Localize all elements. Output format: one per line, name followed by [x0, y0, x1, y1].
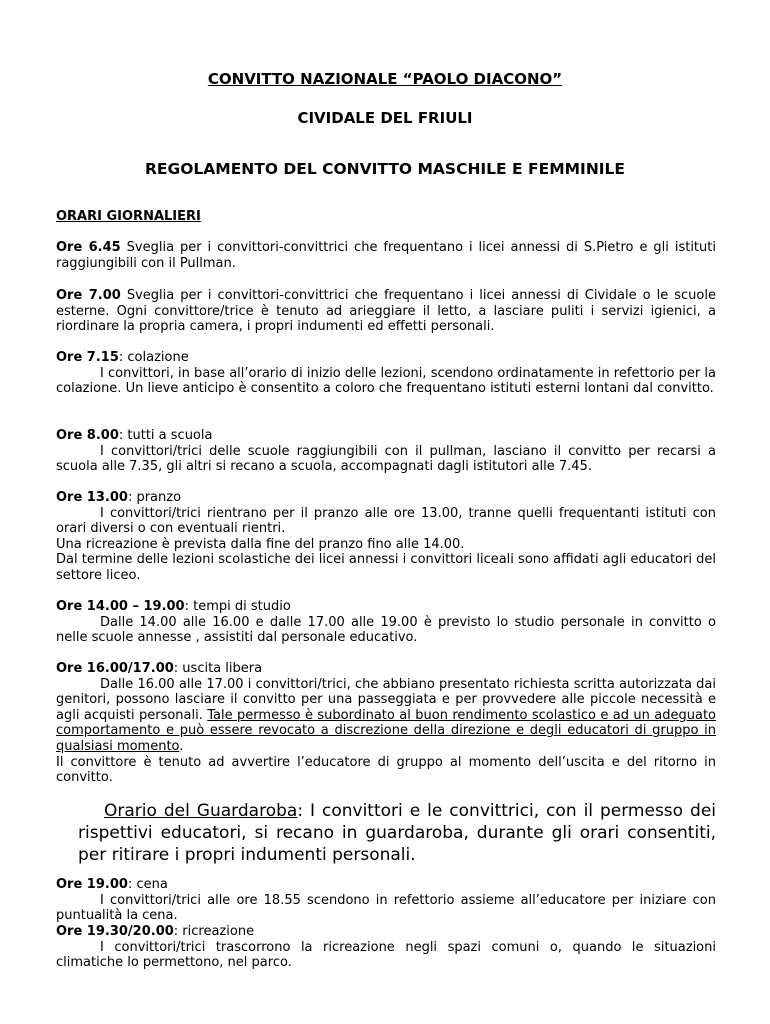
entry-time: Ore 8.00: [56, 428, 119, 443]
entry-label: : colazione: [118, 350, 189, 365]
entry-time: Ore 7.00: [56, 288, 121, 303]
entry-label: : tempi di studio: [184, 599, 291, 614]
entry-label: : cena: [127, 877, 168, 892]
entry-body: I convittori/trici rientrano per il pranzo alle ore 13.00, tranne quelli frequentanti istituti con orari diversi o con eventuali rientri.: [56, 505, 716, 537]
entry-body: I convittori/trici alle ore 18.55 scendono in refettorio assieme all’educatore per iniziare con puntualità la cena.: [56, 892, 716, 924]
entry-line: Dal termine delle lezioni scolastiche dei licei annessi i convittori liceali sono affidati agli educatori del settore liceo.: [56, 552, 716, 583]
entry-label: : pranzo: [127, 490, 182, 505]
entry-1400: [56, 599, 716, 646]
entry-700: [56, 288, 716, 335]
regulation-title: REGOLAMENTO DEL CONVITTO MASCHILE E FEMMINILE: [144, 160, 626, 178]
entry-time: Ore 19.30/20.00: [56, 924, 174, 939]
entry-body: I convittori/trici delle scuole raggiungibili con il pullman, lasciano il convitto per recarsi a scuola alle 7.35, gli altri si recano a scuola, accompagnati dagli istitutori alle 7.45.: [56, 443, 716, 475]
guardaroba-text: : I convittori e le convittrici, con il permesso dei rispettivi educatori, si recano in guardaroba, durante gli orari consentiti, per ritirare i propri indumenti personali.: [78, 801, 717, 865]
entry-time: Ore 6.45: [56, 240, 121, 255]
entry-1900: [56, 877, 716, 924]
entry-time: Ore 19.00: [56, 877, 128, 892]
guardaroba-title: Orario del Guardaroba: [104, 801, 298, 821]
entry-label: : tutti a scuola: [118, 428, 213, 443]
entry-1930: [56, 924, 716, 971]
guardaroba-paragraph: [78, 800, 716, 866]
entry-text: Sveglia per i convittori-convittrici che frequentano i licei annessi di S.Pietro e gli istituti raggiungibili con il Pullman.: [56, 240, 716, 271]
entry-end: .: [179, 738, 184, 754]
entry-text: Sveglia per i convittori-convittrici che frequentano i licei annessi di Cividale o le scuole esterne. Ogni convittore/trice è tenuto ad arieggiare il letto, a lasciare puliti i servizi igienici, a riordinare la propria camera, i propri indumenti ed effetti personali.: [56, 288, 716, 335]
entry-time: Ore 13.00: [56, 490, 128, 505]
entry-1600: [56, 661, 716, 786]
document-title: CONVITTO NAZIONALE “PAOLO DIACONO”: [207, 70, 563, 88]
entry-645: [56, 240, 716, 271]
entry-body: I convittori/trici trascorrono la ricreazione negli spazi comuni o, quando le situazioni climatiche lo permettono, nel parco.: [56, 939, 716, 971]
entry-label: : uscita libera: [173, 661, 263, 676]
entry-underlined-note: Tale permesso è subordinato al buon rendimento scolastico e ad un adeguato comportamento e può essere revocato a discrezione della direzione e degli educatori di gruppo in qualsiasi momento: [56, 707, 716, 754]
entry-label: : ricreazione: [173, 924, 255, 939]
entry-time: Ore 16.00/17.00: [56, 661, 174, 676]
city-title: CIVIDALE DEL FRIULI: [297, 109, 473, 127]
entry-line: Il convittore è tenuto ad avvertire l’educatore di gruppo al momento dell’uscita e del ritorno in convitto.: [56, 754, 716, 786]
entry-time: Ore 7.15: [56, 350, 119, 365]
section-heading: ORARI GIORNALIERI: [56, 209, 201, 224]
entry-line: Una ricreazione è prevista dalla fine del pranzo fino alle 14.00.: [56, 536, 465, 552]
entry-715: [56, 350, 716, 397]
entry-800: [56, 428, 716, 475]
entry-body: I convittori, in base all’orario di inizio delle lezioni, scendono ordinatamente in refettorio per la colazione. Un lieve anticipo è consentito a coloro che frequentano istituti esterni lontani dal convitto.: [56, 365, 716, 397]
entry-body: Dalle 16.00 alle 17.00 i convittori/trici, che abbiano presentato richiesta scritta autorizzata dai genitori, possono lasciare il convitto per una passeggiata e per provvedere alle piccole necessità e agli acquisti personali.: [56, 676, 716, 723]
entry-time: Ore 14.00 – 19.00: [56, 599, 185, 614]
entry-body: Dalle 14.00 alle 16.00 e dalle 17.00 alle 19.00 è previsto lo studio personale in convitto o nelle scuole annesse , assistiti dal personale educativo.: [56, 614, 716, 646]
entry-1300: [56, 490, 716, 584]
